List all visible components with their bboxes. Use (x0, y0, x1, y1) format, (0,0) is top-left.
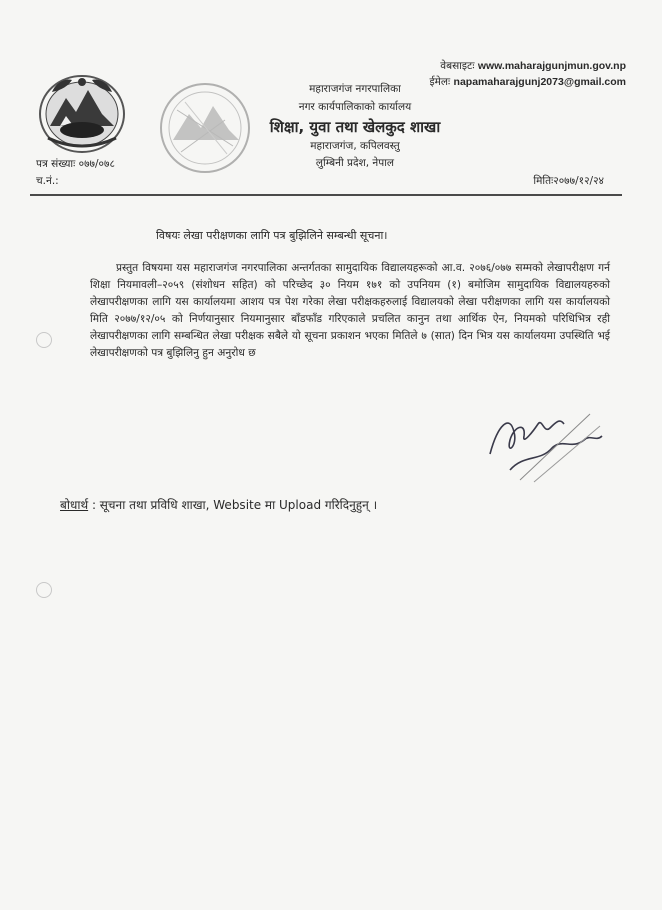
dispatch-number: च.नं.: (36, 175, 59, 187)
email-label: ईमेलः (429, 76, 451, 88)
reference-block (36, 156, 115, 190)
letter-number: पत्र संख्याः ०७७/०७८ (36, 158, 115, 170)
nepal-emblem-icon (36, 68, 128, 154)
office-name: नगर कार्यपालिकाको कार्यालय (298, 101, 412, 113)
letter-date: मितिः२०७७/१२/२४ (533, 175, 604, 187)
email-link[interactable]: napamaharajgunj2073@gmail.com (453, 76, 626, 88)
cc-note (60, 496, 377, 513)
website-link[interactable]: www.maharajgunjmun.gov.np (477, 60, 626, 72)
municipality-name: महाराजगंज नगरपालिका (309, 83, 401, 95)
office-seal-icon (155, 80, 255, 176)
body-paragraph: प्रस्तुत विषयमा यस महाराजगंज नगरपालिका अन्तर्गतका सामुदायिक विद्यालयहरूको आ.व. २०७६/०७७ सम्मको लेखापरीक्षण गर्न शिक्षा नियमावली–२०५९ (संशोधन सहित) को परिच्छेद ३० नियम १७१ को उपनियम (१) बमोजिम सामुदायिक विद्यालयहरुको लेखापरीक्षणका लागि यस कार्यालयमा आशय पत्र पेश गरेका लेखा परीक्षकहरुलाई विद्यालयको लेखा परीक्षणका लागि यस कार्यालयको मिति २०७७/१२/०५ को निर्णयानुसार नियमानुसार बाँडफाँड गरिएकाले प्रचलित कानुन तथा आर्थिक ऐन, नियमको परिधिभित्र रही लेखापरीक्षणका लागि सम्बन्धित लेखा परीक्षक सबैले यो सूचना प्रकाशन भएका मितिले ७ (सात) दिन भित्र यस कार्यालयमा उपस्थिति भई लेखापरीक्षणको पत्र बुझिलिनु हुन अनुरोध छ (90, 262, 610, 359)
province-line: लुम्बिनी प्रदेश, नेपाल (315, 157, 395, 169)
cc-text: : सूचना तथा प्रविधि शाखा, Website मा Upload गरिदिनुहुन् । (88, 498, 378, 512)
signature (480, 384, 610, 484)
address-line: महाराजगंज, कपिलवस्तु (310, 140, 400, 152)
subject-line: विषयः लेखा परीक्षणका लागि पत्र बुझिलिने सम्बन्धी सूचना। (156, 229, 388, 242)
punch-hole-mark (36, 582, 52, 598)
header-divider (30, 194, 622, 196)
cc-label: बोधार्थ (60, 498, 89, 512)
website-row (430, 58, 627, 74)
website-label: वेबसाइटः (440, 60, 475, 72)
section-name: शिक्षा, युवा तथा खेलकुद शाखा (269, 118, 441, 136)
letterhead (250, 80, 460, 172)
punch-hole-mark (36, 332, 52, 348)
